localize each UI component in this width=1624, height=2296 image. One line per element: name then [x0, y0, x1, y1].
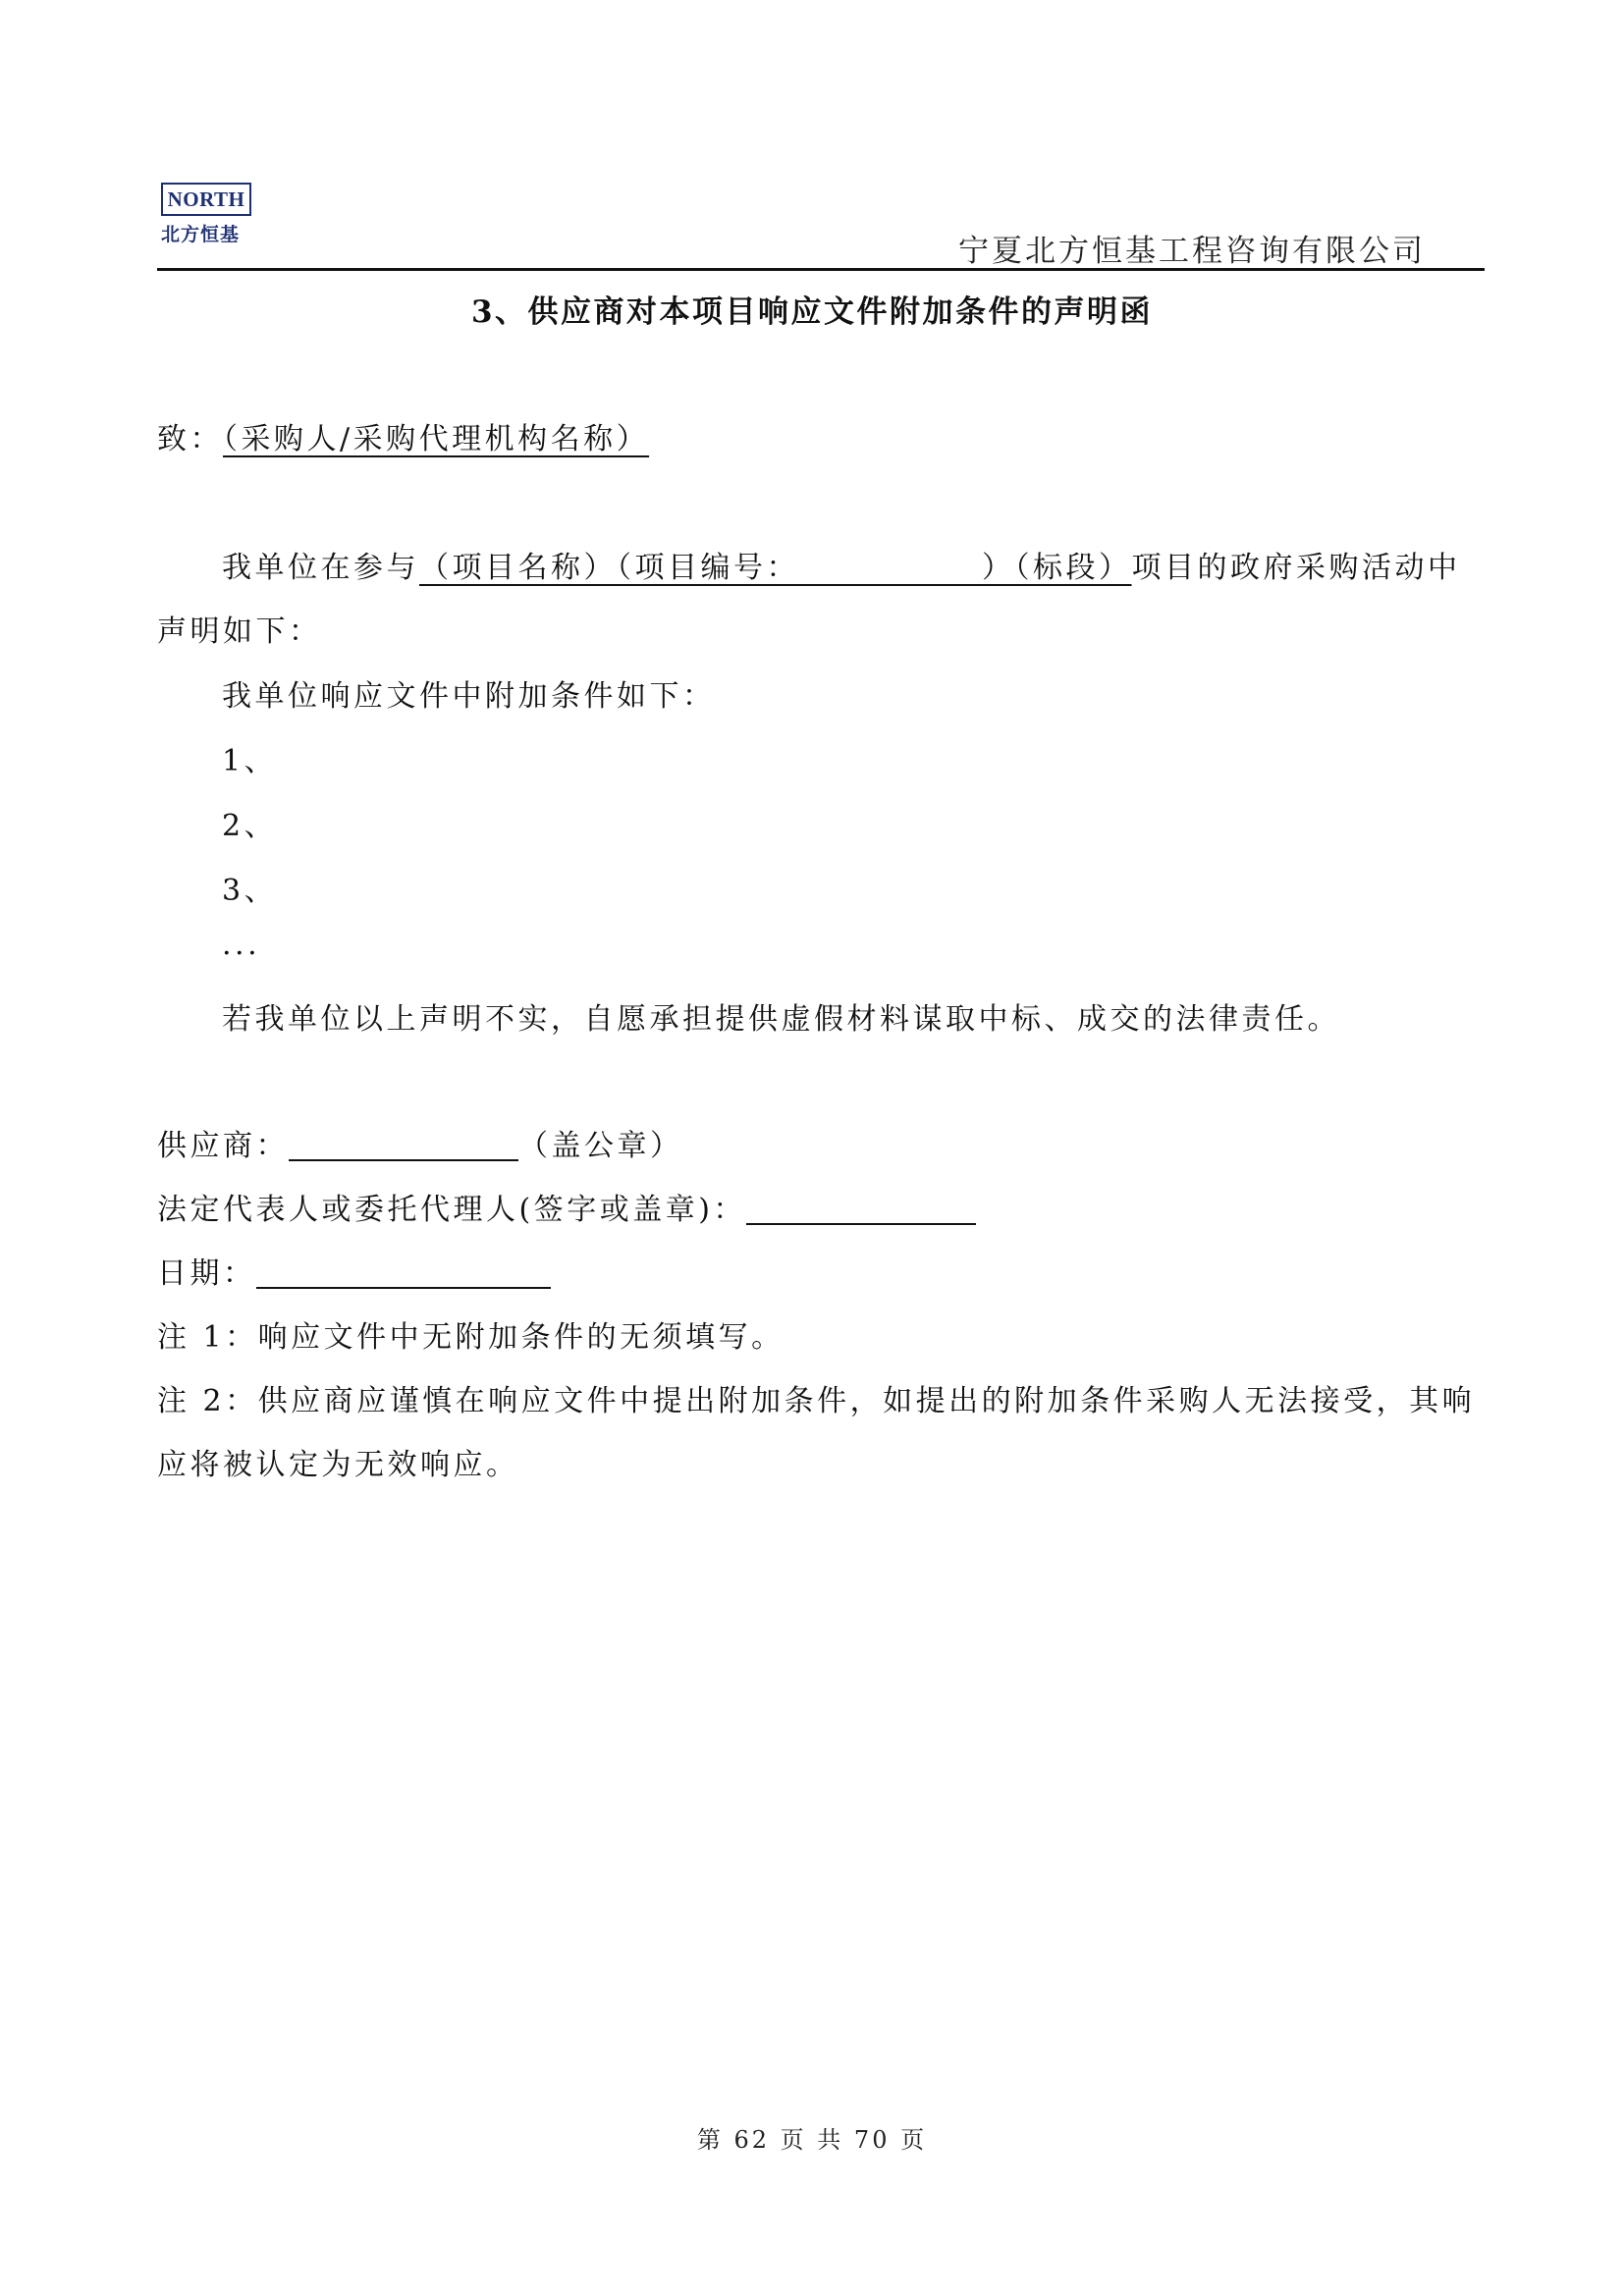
- header-divider: [157, 268, 1485, 271]
- date-label: 日期：: [157, 1256, 256, 1291]
- note-2-line-2: 应将被认定为无效响应。: [157, 1448, 519, 1482]
- date-field[interactable]: [256, 1257, 551, 1289]
- declaration-after: 项目的政府采购活动中: [1131, 551, 1461, 585]
- page-title: 3、供应商对本项目响应文件附加条件的声明函: [470, 294, 1154, 330]
- date-line: [157, 1249, 551, 1292]
- supplier-field[interactable]: [289, 1130, 518, 1161]
- page-number: 第 62 页 共 70 页: [696, 2126, 928, 2154]
- project-info: [419, 551, 1132, 585]
- commitment-statement: 若我单位以上声明不实，自愿承担提供虚假材料谋取中标、成交的法律责任。: [222, 1002, 1340, 1037]
- representative-line: [157, 1185, 976, 1228]
- company-name: 宁夏北方恒基工程咨询有限公司: [958, 234, 1426, 269]
- declaration-line: [222, 543, 1461, 586]
- representative-field[interactable]: [746, 1194, 976, 1225]
- condition-item-more: ...: [222, 928, 261, 962]
- project-number-blank: [785, 551, 982, 585]
- seal-note: （盖公章）: [518, 1129, 683, 1163]
- condition-item-1: 1、: [222, 744, 278, 778]
- recipient-line: [157, 414, 649, 457]
- supplier-line: [157, 1121, 683, 1164]
- condition-item-2: 2、: [222, 809, 278, 843]
- condition-item-3: 3、: [222, 874, 278, 908]
- note-1: 注 1：响应文件中无附加条件的无须填写。: [157, 1320, 785, 1355]
- company-logo: [161, 183, 251, 216]
- conditions-intro: 我单位响应文件中附加条件如下：: [222, 679, 716, 714]
- declaration-before: 我单位在参与: [222, 551, 419, 585]
- note-2-line-1: 注 2：供应商应谨慎在响应文件中提出附加条件，如提出的附加条件采购人无法接受，其响: [157, 1384, 1476, 1418]
- project-name-number: （项目名称）（项目编号：: [419, 551, 785, 585]
- logo-subtext: 北方恒基: [161, 224, 241, 245]
- recipient-name: （采购人/采购代理机构名称）: [223, 422, 650, 456]
- project-section: ）（标段）: [982, 551, 1132, 585]
- declaration-continuation: 声明如下：: [157, 614, 322, 649]
- supplier-label: 供应商：: [157, 1129, 289, 1163]
- logo-text: NORTH: [167, 187, 245, 211]
- representative-label: 法定代表人或委托代理人(签字或盖章)：: [157, 1193, 746, 1227]
- recipient-prefix: 致：: [157, 422, 223, 456]
